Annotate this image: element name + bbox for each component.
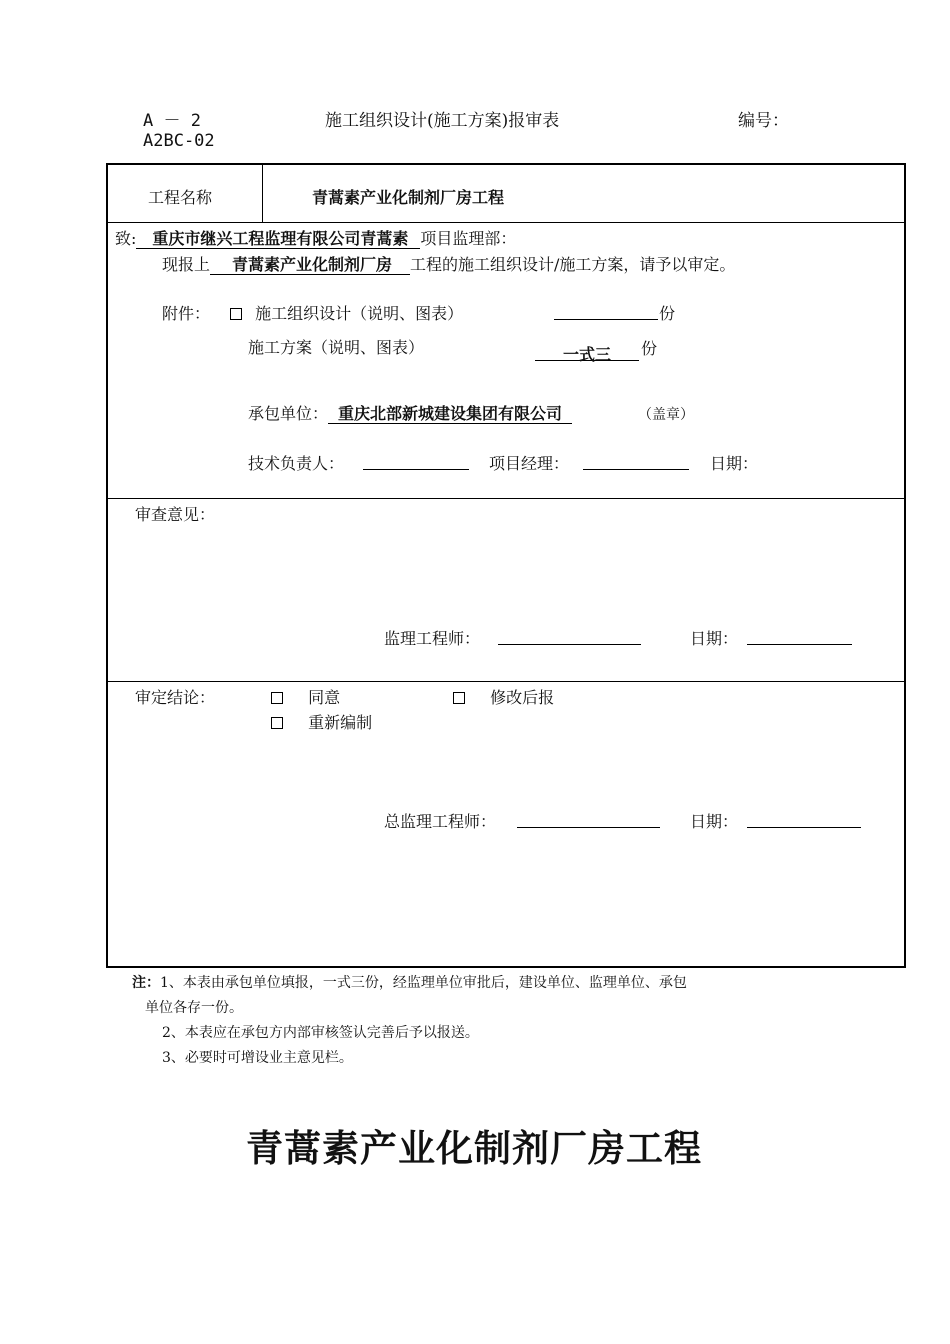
agree-checkbox[interactable]: [271, 692, 283, 704]
note-3: 3、必要时可增设业主意见栏。: [162, 1050, 353, 1066]
contractor-seal: （盖章）: [638, 407, 694, 423]
note-1a: 1、本表由承包单位填报，一式三份，经监理单位审批后，建设单位、监理单位、承包: [160, 975, 687, 991]
form-table: [106, 163, 906, 968]
attachment-2-unit: 份: [641, 339, 658, 358]
conclusion-date-label: 日期：: [690, 812, 739, 831]
attachment-1-count-blank: [554, 319, 658, 320]
attachment-1-checkbox[interactable]: [230, 308, 242, 320]
attachment-1-text: 施工组织设计（说明、图表）: [255, 304, 464, 323]
contractor-label: 承包单位：: [248, 404, 329, 423]
note-2: 2、本表应在承包方内部审核签认完善后予以报送。: [162, 1025, 479, 1041]
number-label: 编号：: [738, 111, 789, 131]
rewrite-checkbox[interactable]: [271, 717, 283, 729]
attachment-2-count: 一式三: [563, 345, 612, 364]
submission-to: [115, 226, 516, 249]
row-divider-1: [107, 222, 905, 223]
submission-line2: [162, 252, 735, 275]
number-value: A2BC-02: [143, 131, 215, 151]
pm-signature-line: [583, 469, 689, 470]
notes-prefix: 注：: [132, 975, 160, 991]
attachment-1: [230, 301, 463, 324]
form-code: A － 2: [143, 111, 201, 131]
tech-lead-label: 技术负责人：: [248, 454, 345, 473]
submission-date-label: 日期：: [710, 454, 759, 473]
line2-project: 青蒿素产业化制剂厂房: [210, 256, 410, 275]
attachment-label: 附件：: [162, 304, 211, 323]
conclusion-date-line: [747, 827, 861, 828]
revise-checkbox[interactable]: [453, 692, 465, 704]
row-divider-2: [107, 498, 905, 499]
project-name-label: 工程名称: [148, 188, 213, 207]
review-opinion-label: 审查意见：: [135, 505, 216, 524]
revise-text: 修改后报: [490, 688, 555, 707]
option-agree[interactable]: [271, 685, 340, 708]
review-date-label: 日期：: [690, 629, 739, 648]
note-1: [132, 972, 687, 992]
to-label: 致: [115, 229, 132, 248]
agree-text: 同意: [308, 688, 341, 707]
footer-title: 青蒿素产业化制剂厂房工程: [246, 1127, 702, 1170]
to-org: 重庆市继兴工程监理有限公司青蒿素: [136, 230, 420, 249]
rewrite-text: 重新编制: [308, 713, 373, 732]
chief-engineer-signature-line: [517, 827, 660, 828]
pm-label: 项目经理：: [489, 454, 570, 473]
contractor: [248, 401, 572, 424]
engineer-signature-line: [498, 644, 641, 645]
attachment-1-unit: 份: [659, 304, 676, 323]
line2-suffix: 工程的施工组织设计/施工方案，请予以审定。: [410, 255, 736, 274]
project-name-divider: [262, 164, 263, 222]
option-rewrite[interactable]: [271, 710, 372, 733]
engineer-label: 监理工程师：: [384, 629, 481, 648]
attachment-2-text: 施工方案（说明、图表）: [248, 338, 425, 357]
row-divider-3: [107, 681, 905, 682]
conclusion-label: 审定结论：: [135, 688, 216, 707]
review-date-line: [747, 644, 852, 645]
form-title: 施工组织设计(施工方案)报审表: [325, 111, 560, 131]
tech-lead-signature-line: [363, 469, 469, 470]
option-revise[interactable]: [453, 685, 554, 708]
to-suffix: 项目监理部：: [420, 229, 517, 248]
note-1b: 单位各存一份。: [145, 1000, 243, 1016]
project-name-value: 青蒿素产业化制剂厂房工程: [312, 188, 505, 207]
to-colon: :: [131, 229, 137, 248]
contractor-value: 重庆北部新城建设集团有限公司: [328, 405, 572, 424]
chief-engineer-label: 总监理工程师：: [384, 812, 497, 831]
line2-prefix: 现报上: [162, 255, 211, 274]
